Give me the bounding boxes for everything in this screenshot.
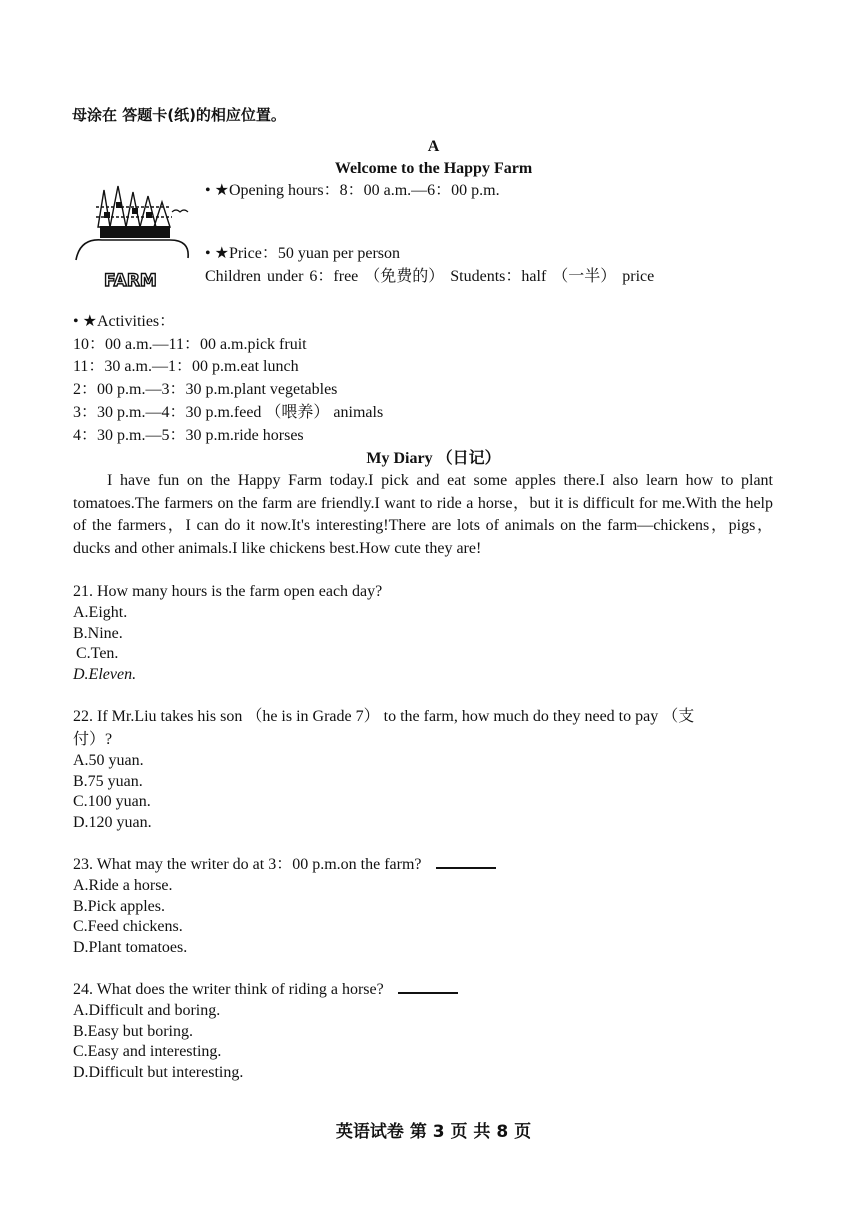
price: • ★Price：50 yuan per person: [205, 245, 401, 262]
question-stem-line1: 22. If Mr.Liu takes his son （he is in Grade 7） to the farm, how much do they need to pay （支: [73, 708, 695, 725]
page-footer: 英语试卷 第 3 页 共 8 页: [335, 1122, 532, 1142]
question-stem-line2: 付）?: [73, 731, 113, 748]
option-a: A.Ride a horse.: [73, 877, 173, 894]
option-d: D.Difficult but interesting.: [73, 1063, 244, 1081]
children-students-line: Children under 6：free （免费的） Students：half （一半） price: [205, 268, 655, 285]
activities-title: • ★Activities：: [73, 313, 176, 330]
question-22: [73, 705, 694, 833]
poster-title: Welcome to the Happy Farm: [334, 160, 533, 177]
option-b: B.Pick apples.: [73, 897, 165, 915]
farm-logo-text: FARM: [104, 271, 157, 291]
activity-item: 3：30 p.m.—4：30 p.m.feed （喂养） animals: [73, 404, 384, 421]
option-c: C.Easy and interesting.: [73, 1043, 222, 1061]
option-b: B.Easy but boring.: [73, 1022, 193, 1040]
activity-item: 10：00 a.m.—11：00 a.m.pick fruit: [73, 336, 307, 353]
option-d: D.120 yuan.: [73, 813, 152, 831]
question-stem: 23. What may the writer do at 3：00 p.m.on the farm?: [73, 856, 422, 873]
farm-logo: [72, 182, 194, 292]
activity-item: 4：30 p.m.—5：30 p.m.ride horses: [73, 427, 304, 444]
diary-text: I have fun on the Happy Farm today.I pick and eat some apples there.I also learn how to plant tomatoes.The farmers on the farm are friendly.I want to ride a horse，but it is difficult for me.With the help of the farmers，I can do it now.It's interesting!There are lots of animals on the farm—chickens，pigs，ducks and other animals.I like chickens best.How cute they are!: [73, 472, 773, 557]
answer-blank[interactable]: [436, 853, 496, 869]
activity-item: 11：30 a.m.—1：00 p.m.eat lunch: [73, 358, 299, 375]
opening-hours: • ★Opening hours：8：00 a.m.—6：00 p.m.: [205, 182, 500, 199]
question-stem: 24. What does the writer think of riding a horse?: [73, 981, 384, 998]
option-d: D.Plant tomatoes.: [73, 938, 188, 956]
option-a: A.Difficult and boring.: [73, 1002, 221, 1019]
option-a: A.50 yuan.: [73, 752, 144, 769]
section-label: A: [427, 138, 440, 155]
option-c: C.Ten.: [76, 645, 119, 663]
option-a: A.Eight.: [73, 604, 128, 621]
option-d: D.Eleven.: [73, 665, 137, 683]
question-23: [73, 853, 496, 958]
question-21: [73, 580, 382, 685]
answer-blank[interactable]: [398, 978, 458, 994]
header-instruction: 母涂在 答题卡(纸)的相应位置。: [72, 106, 286, 124]
option-c: C.100 yuan.: [73, 793, 151, 811]
question-stem: 21. How many hours is the farm open each day?: [73, 583, 383, 600]
diary-title: My Diary （日记）: [366, 450, 501, 467]
option-c: C.Feed chickens.: [73, 918, 183, 936]
question-24: [73, 978, 458, 1083]
activity-item: 2：00 p.m.—3：30 p.m.plant vegetables: [73, 381, 338, 398]
option-b: B.75 yuan.: [73, 772, 143, 790]
option-b: B.Nine.: [73, 624, 123, 642]
